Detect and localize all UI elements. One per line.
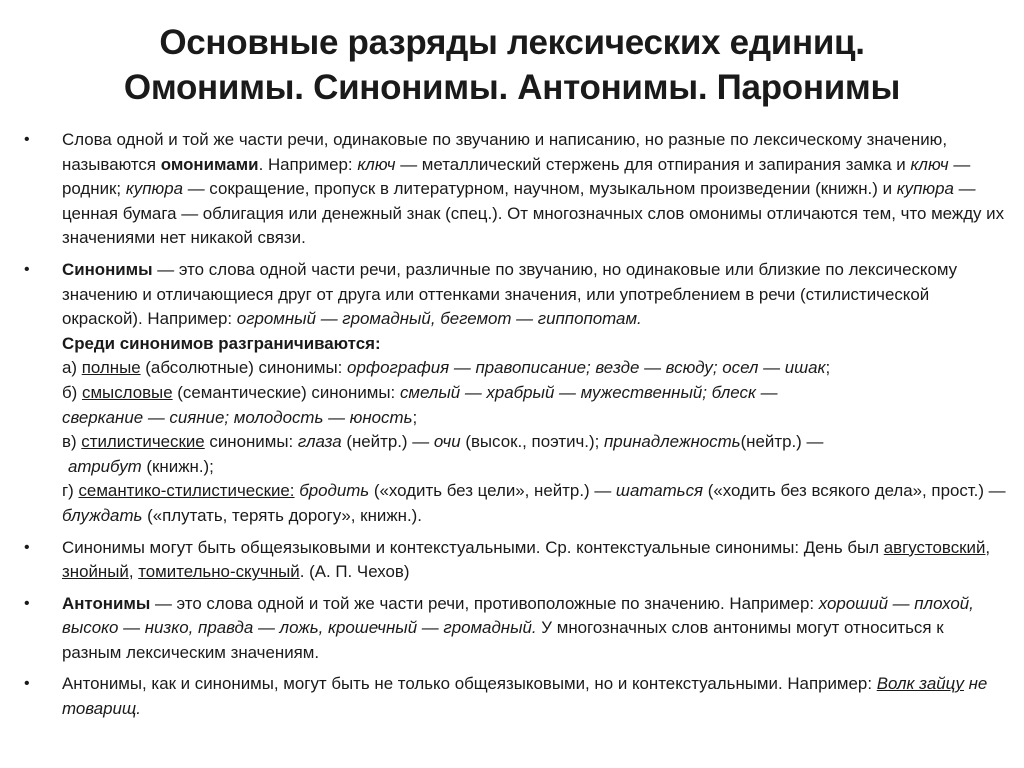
bullet-dot: • (24, 131, 30, 148)
text: (высок., поэтич.); (460, 432, 605, 452)
text: ; (412, 407, 418, 427)
bullet-antonyms (0, 592, 1024, 666)
synonym-type-g (62, 479, 1006, 528)
example-word: ключ (357, 154, 396, 174)
text: , (985, 537, 991, 557)
text: (нейтр.) — (740, 432, 824, 452)
bullet-dot: • (24, 538, 30, 556)
text: а) (62, 358, 82, 378)
example-words: орфография — правописание; везде — всюду; осел — ишак (347, 358, 826, 378)
synonym-type-v-cont (62, 455, 1006, 480)
bullet-dot: • (24, 260, 30, 278)
text: (книжн.); (141, 456, 214, 476)
text: — сокращение, пропуск в литературном, научном, музыкальном произведении (книжн.) и (183, 179, 897, 199)
title-line-2: Омонимы. Синонимы. Антонимы. Паронимы (123, 68, 901, 107)
text: , (128, 562, 139, 582)
underlined-word: томительно-скучный (138, 562, 300, 582)
text: не товарищ. (62, 674, 988, 719)
example-word: ключ (910, 154, 949, 174)
slide-content (0, 128, 1024, 729)
bullet-contextual-antonyms (0, 672, 1024, 721)
title-line-1: Основные разряды лексических единиц. (159, 23, 865, 62)
underlined-word: знойный (62, 562, 129, 582)
text: Слова одной и той же части речи, одинаковые по звучанию и написанию, но разные по лексическому значению, называются (62, 130, 948, 174)
bullet-contextual-synonyms (0, 536, 1024, 585)
bullet-dot: • (24, 675, 30, 693)
example-words: огромный — громадный, бегемот — гиппопотам. (236, 309, 642, 329)
homonyms-paragraph (62, 128, 1006, 251)
slide-title (0, 20, 1024, 110)
text: (нейтр.) — (341, 432, 434, 452)
text: — это слова одной и той же части речи, противоположные по значению. Например: (150, 593, 819, 613)
underlined-word: Волк зайцу (876, 674, 964, 694)
text: . (А. П. Чехов) (299, 562, 410, 582)
type-label: смысловые (82, 382, 173, 402)
text: г) (62, 481, 79, 501)
text: — металлический стержень для отпирания и запирания замка и (395, 154, 911, 174)
synonyms-paragraph (62, 258, 1006, 332)
bullet-synonyms (0, 258, 1024, 529)
heading-text: Среди синонимов разграничиваются: (62, 333, 381, 353)
bullet-homonyms (0, 128, 1024, 251)
contextual-synonyms-paragraph (62, 536, 1006, 585)
antonyms-paragraph (62, 592, 1006, 666)
term-synonyms: Синонимы (62, 259, 153, 279)
text: в) (62, 432, 82, 452)
example-word: атрибут (68, 456, 142, 476)
text: («ходить без всякого дела», прост.) — (703, 481, 1006, 501)
text: У многозначных слов антонимы могут относиться к разным лексическим значениям. (62, 618, 944, 662)
example-word: шататься (615, 481, 704, 501)
type-label: семантико-стилистические: (78, 481, 295, 501)
bullet-dot: • (24, 594, 30, 612)
text: (абсолютные) синонимы: (140, 358, 348, 378)
synonym-type-v (62, 430, 1006, 455)
type-label: стилистические (81, 432, 205, 452)
text: («ходить без цели», нейтр.) — (369, 481, 616, 501)
example-word: глаза (297, 432, 342, 452)
text: — ценная бумага — облигация или денежный знак (спец.). От многозначных слов омонимы отличаются тем, что между их значениями нет никакой связи. (62, 179, 1005, 248)
synonym-type-b (62, 381, 1006, 406)
example-words: сверкание — сияние; молодость — юность (62, 407, 413, 427)
text: . Например: (258, 154, 358, 174)
text: — родник; (62, 154, 971, 199)
text: («плутать, терять дорогу», книжн.). (142, 505, 422, 525)
text: — это слова одной части речи, различные по звучанию, но одинаковые или близкие по лексическому значению и отличающиеся друг от друга или оттенками значения, или употреблением в речи (стилистической окраской). Например: (62, 259, 958, 329)
underlined-word: августовский (883, 537, 986, 557)
term-antonyms: Антонимы (62, 593, 151, 613)
text: ; (825, 358, 831, 378)
synonym-type-a (62, 356, 1006, 381)
example-words: хороший — плохой, высоко — низко, правда — ложь, крошечный — громадный. (62, 593, 974, 638)
example-word: бродить (299, 481, 370, 501)
synonym-type-b-cont (62, 406, 1006, 431)
example-word: купюра (896, 179, 954, 199)
type-label: полные (81, 358, 141, 378)
example-words: смелый — храбрый — мужественный; блеск — (399, 382, 778, 402)
synonyms-heading (62, 332, 1006, 357)
example-word: очи (433, 432, 461, 452)
text: б) (62, 382, 82, 402)
example-word: принадлежность (604, 432, 741, 452)
text: Антонимы, как и синонимы, могут быть не только общеязыковыми, но и контекстуальными. Например: (62, 674, 877, 694)
example-word: купюра (125, 179, 184, 199)
text: (семантические) синонимы: (172, 382, 400, 402)
example-word: блуждать (62, 505, 143, 525)
contextual-antonyms-paragraph (62, 672, 1006, 721)
term-homonyms: омонимами (160, 154, 259, 174)
text: синонимы: (204, 432, 298, 452)
text: Синонимы могут быть общеязыковыми и контекстуальными. Ср. контекстуальные синонимы: День был (62, 537, 884, 557)
